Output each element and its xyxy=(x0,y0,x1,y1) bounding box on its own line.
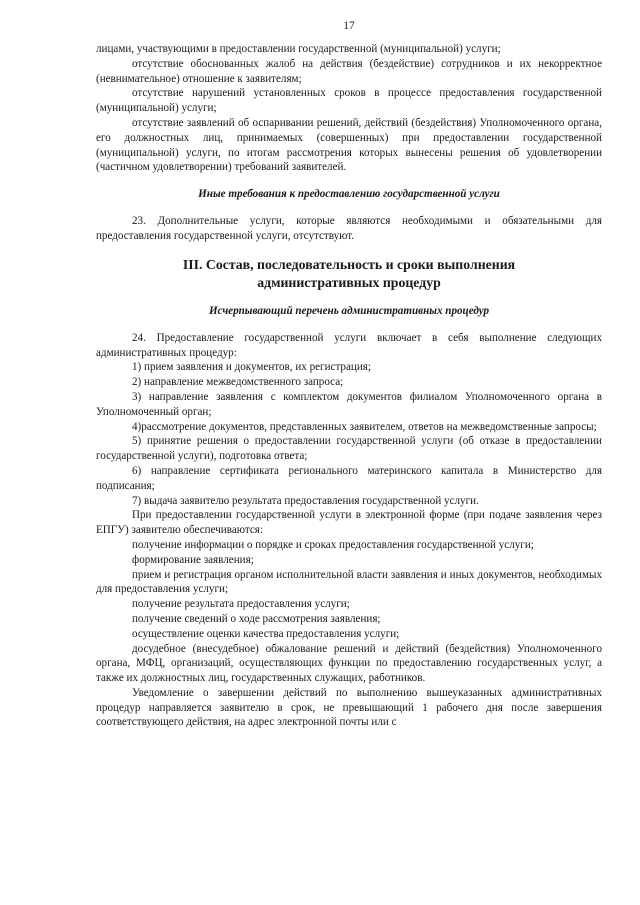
epgu-item: получение результата предоставления услуги; xyxy=(132,598,350,611)
epgu-intro: При предоставлении государственной услуги в электронной форме (при подаче заявления через ЕПГУ) заявителю обеспечиваются: xyxy=(96,509,602,537)
epgu-item: получение информации о порядке и сроках предоставления государственной услуги; xyxy=(132,538,534,551)
paragraph-24: 24. Предоставление государственной услуги включает в себя выполнение следующих административных процедур: xyxy=(96,331,602,359)
epgu-item: досудебное (внесудебное) обжалование решений и действий (бездействия) Уполномоченного органа, МФЦ, организаций, осуществляющих функции по предоставлению государственных услуг, а также их должностных лиц, государственных служащих, работников. xyxy=(96,642,602,685)
procedure-item: 5) принятие решения о предоставлении государственной услуги (об отказе в предоставлении государственной услуги), подготовка ответа; xyxy=(96,435,602,463)
procedure-item: 7) выдача заявителю результата предоставления государственной услуги. xyxy=(132,494,479,507)
epgu-item: получение сведений о ходе рассмотрения заявления; xyxy=(132,612,381,625)
paragraph-23: 23. Дополнительные услуги, которые являются необходимыми и обязательными для предоставления государственной услуги, отсутствуют. xyxy=(96,215,602,242)
criterion-item: отсутствие обоснованных жалоб на действия (бездействие) сотрудников и их некорректное (невнимательное) отношение к заявителям; xyxy=(96,57,602,85)
paragraph-continuation: лицами, участвующими в предоставлении государственной (муниципальной) услуги; xyxy=(96,43,501,55)
notification-paragraph: Уведомление о завершении действий по выполнению вышеуказанных административных процедур направляется заявителю в срок, не превышающий 1 рабочего дня после завершения соответствующего действия, на адрес электронной почты или с xyxy=(96,686,602,729)
procedure-item: 4)рассмотрение документов, представленных заявителем, ответов на межведомственные запросы; xyxy=(132,420,597,433)
criterion-item: отсутствие заявлений об оспаривании решений, действий (бездействия) Уполномоченного органа, его должностных лиц, принимаемых (совершенных) при предоставлении государственной (муниципальной) услуги, по итогам рассмотрения которых вынесены решения об удовлетворении (частичном удовлетворении) требований заявителей. xyxy=(96,116,602,174)
procedure-item: 6) направление сертификата регионального материнского капитала в Министерство для подписания; xyxy=(96,464,602,492)
section-heading-line1: III. Состав, последовательность и сроки выполнения xyxy=(182,256,516,272)
procedure-item: 2) направление межведомственного запроса; xyxy=(132,376,344,389)
epgu-item: формирование заявления; xyxy=(132,553,254,566)
subheading-procedures-list: Исчерпывающий перечень административных процедур xyxy=(208,304,490,317)
procedure-item: 3) направление заявления с комплектом документов филиалом Уполномоченного органа в Уполномоченный орган; xyxy=(96,390,602,418)
epgu-item: прием и регистрация органом исполнительной власти заявления и иных документов, необходимых для предоставления услуги; xyxy=(96,568,602,596)
criterion-item: отсутствие нарушений установленных сроков в процессе предоставления государственной (муниципальной) услуги; xyxy=(96,87,602,115)
subheading-other-requirements: Иные требования к предоставлению государственной услуги xyxy=(198,188,500,201)
epgu-item: осуществление оценки качества предоставления услуги; xyxy=(132,627,400,640)
section-heading-line2: административных процедур xyxy=(257,274,441,290)
page-number: 17 xyxy=(343,20,355,32)
procedure-item: 1) прием заявления и документов, их регистрация; xyxy=(132,361,371,374)
